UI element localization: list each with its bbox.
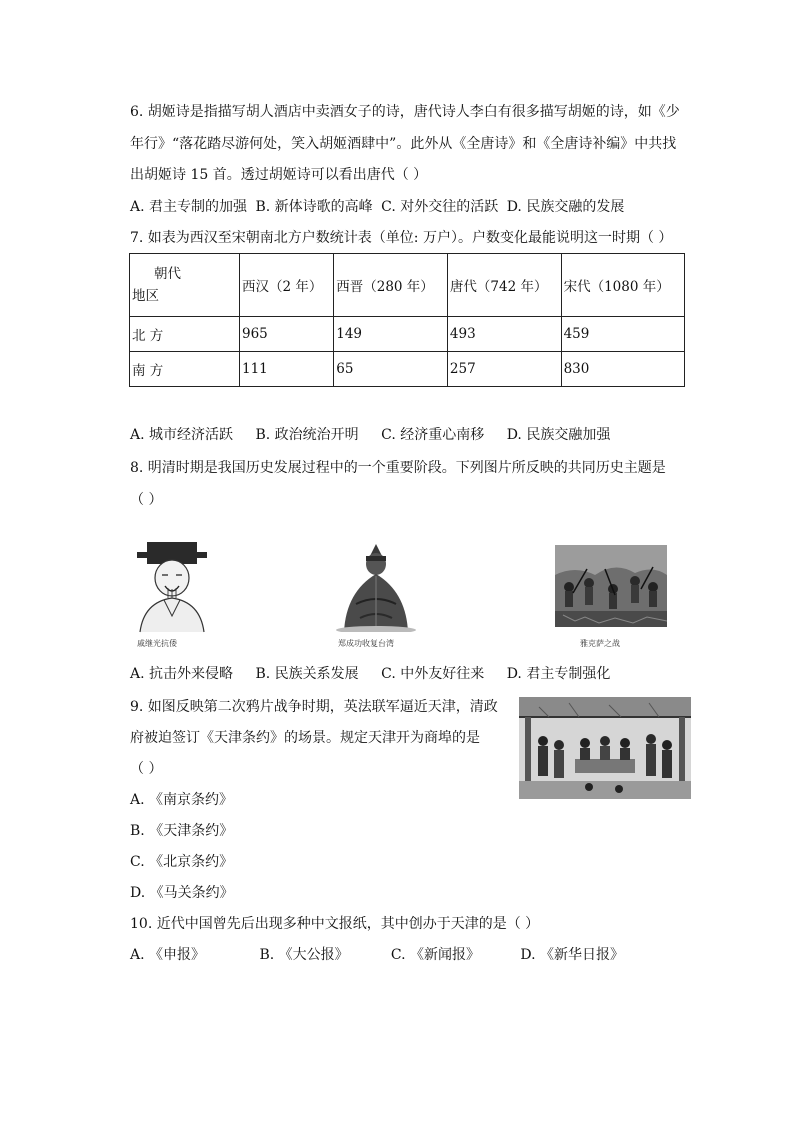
q10-option-a: A. 《申报》 <box>130 947 206 963</box>
header-cell: 西汉（2 年） <box>240 254 334 317</box>
value-cell: 111 <box>240 352 334 387</box>
albazin-battle-image <box>555 545 667 627</box>
q7-option-c: C. 经济重心南移 <box>381 427 485 443</box>
header-cell: 西晋（280 年） <box>334 254 448 317</box>
q6-options <box>130 197 624 217</box>
treaty-signing-scene-image <box>519 697 691 799</box>
q9-option-d: D. 《马关条约》 <box>130 885 234 901</box>
q7-option-b: B. 政治统治开明 <box>255 427 359 443</box>
q10-option-d: D. 《新华日报》 <box>520 947 624 963</box>
q9-option-c: C. 《北京条约》 <box>130 854 234 870</box>
value-cell: 149 <box>334 317 448 352</box>
q7-options <box>130 425 610 445</box>
q6-option-a: A. 君主专制的加强 <box>130 199 248 215</box>
q9-option-a: A. 《南京条约》 <box>130 792 234 808</box>
corner-region-label: 地区 <box>132 288 159 304</box>
household-table <box>129 253 685 387</box>
q8-stem: 8. 明清时期是我国历史发展过程中的一个重要阶段。下列图片所反映的共同历史主题是 <box>130 460 666 476</box>
value-cell: 459 <box>561 317 684 352</box>
q9-stem-line1: 9. 如图反映第二次鸦片战争时期，英法联军逼近天津，清政 <box>130 699 498 715</box>
q6-option-d: D. 民族交融的发展 <box>506 199 625 215</box>
region-cell: 南 方 <box>130 352 240 387</box>
value-cell: 257 <box>447 352 561 387</box>
albazin-caption: 雅克萨之战 <box>580 639 620 648</box>
corner-dynasty-label: 朝代 <box>154 266 181 282</box>
table-row <box>130 352 685 387</box>
q7-stem: 7. 如表为西汉至宋朝南北方户数统计表（单位: 万户）。户数变化最能说明这一时期（ ） <box>130 230 673 246</box>
q7-option-a: A. 城市经济活跃 <box>130 427 234 443</box>
q10-option-c: C. 《新闻报》 <box>390 947 481 963</box>
value-cell: 65 <box>334 352 448 387</box>
q7-option-d: D. 民族交融加强 <box>506 427 611 443</box>
q9-stem-line2: 府被迫签订《天津条约》的场景。规定天津开为商埠的是 <box>130 730 480 746</box>
header-cell: 宋代（1080 年） <box>561 254 684 317</box>
value-cell: 965 <box>240 317 334 352</box>
table-row <box>130 317 685 352</box>
q10-stem: 10. 近代中国曾先后出现多种中文报纸，其中创办于天津的是（ ） <box>130 916 540 932</box>
zheng-chenggong-caption: 郑成功收复台湾 <box>338 639 394 648</box>
q6-stem-line2: 年行》“落花踏尽游何处，笑入胡姬酒肆中”。此外从《全唐诗》和《全唐诗补编》中共找 <box>130 136 677 152</box>
q8-option-b: B. 民族关系发展 <box>255 666 359 682</box>
qi-jiguang-portrait-image <box>132 540 212 635</box>
q8-option-a: A. 抗击外来侵略 <box>130 666 234 682</box>
value-cell: 830 <box>561 352 684 387</box>
table-corner-cell <box>130 254 240 317</box>
q8-options <box>130 664 610 684</box>
q6-option-b: B. 新体诗歌的高峰 <box>255 199 373 215</box>
q8-option-d: D. 君主专制强化 <box>506 666 611 682</box>
header-cell: 唐代（742 年） <box>447 254 561 317</box>
q10-option-b: B. 《大公报》 <box>259 947 349 963</box>
q8-answer-paren: （ ） <box>130 492 163 508</box>
q6-option-c: C. 对外交往的活跃 <box>381 199 499 215</box>
q6-stem-line3: 出胡姬诗 15 首。透过胡姬诗可以看出唐代（ ） <box>130 167 428 183</box>
q10-options <box>130 945 624 965</box>
region-cell: 北 方 <box>130 317 240 352</box>
value-cell: 493 <box>447 317 561 352</box>
zheng-chenggong-statue-image <box>330 540 422 632</box>
q9-answer-paren: （ ） <box>130 761 163 777</box>
q8-option-c: C. 中外友好往来 <box>381 666 485 682</box>
qi-jiguang-caption: 戚继光抗倭 <box>137 639 177 648</box>
q6-stem-line1: 6. 胡姬诗是指描写胡人酒店中卖酒女子的诗，唐代诗人李白有很多描写胡姬的诗，如《少 <box>130 104 680 120</box>
q9-option-b: B. 《天津条约》 <box>130 823 234 839</box>
